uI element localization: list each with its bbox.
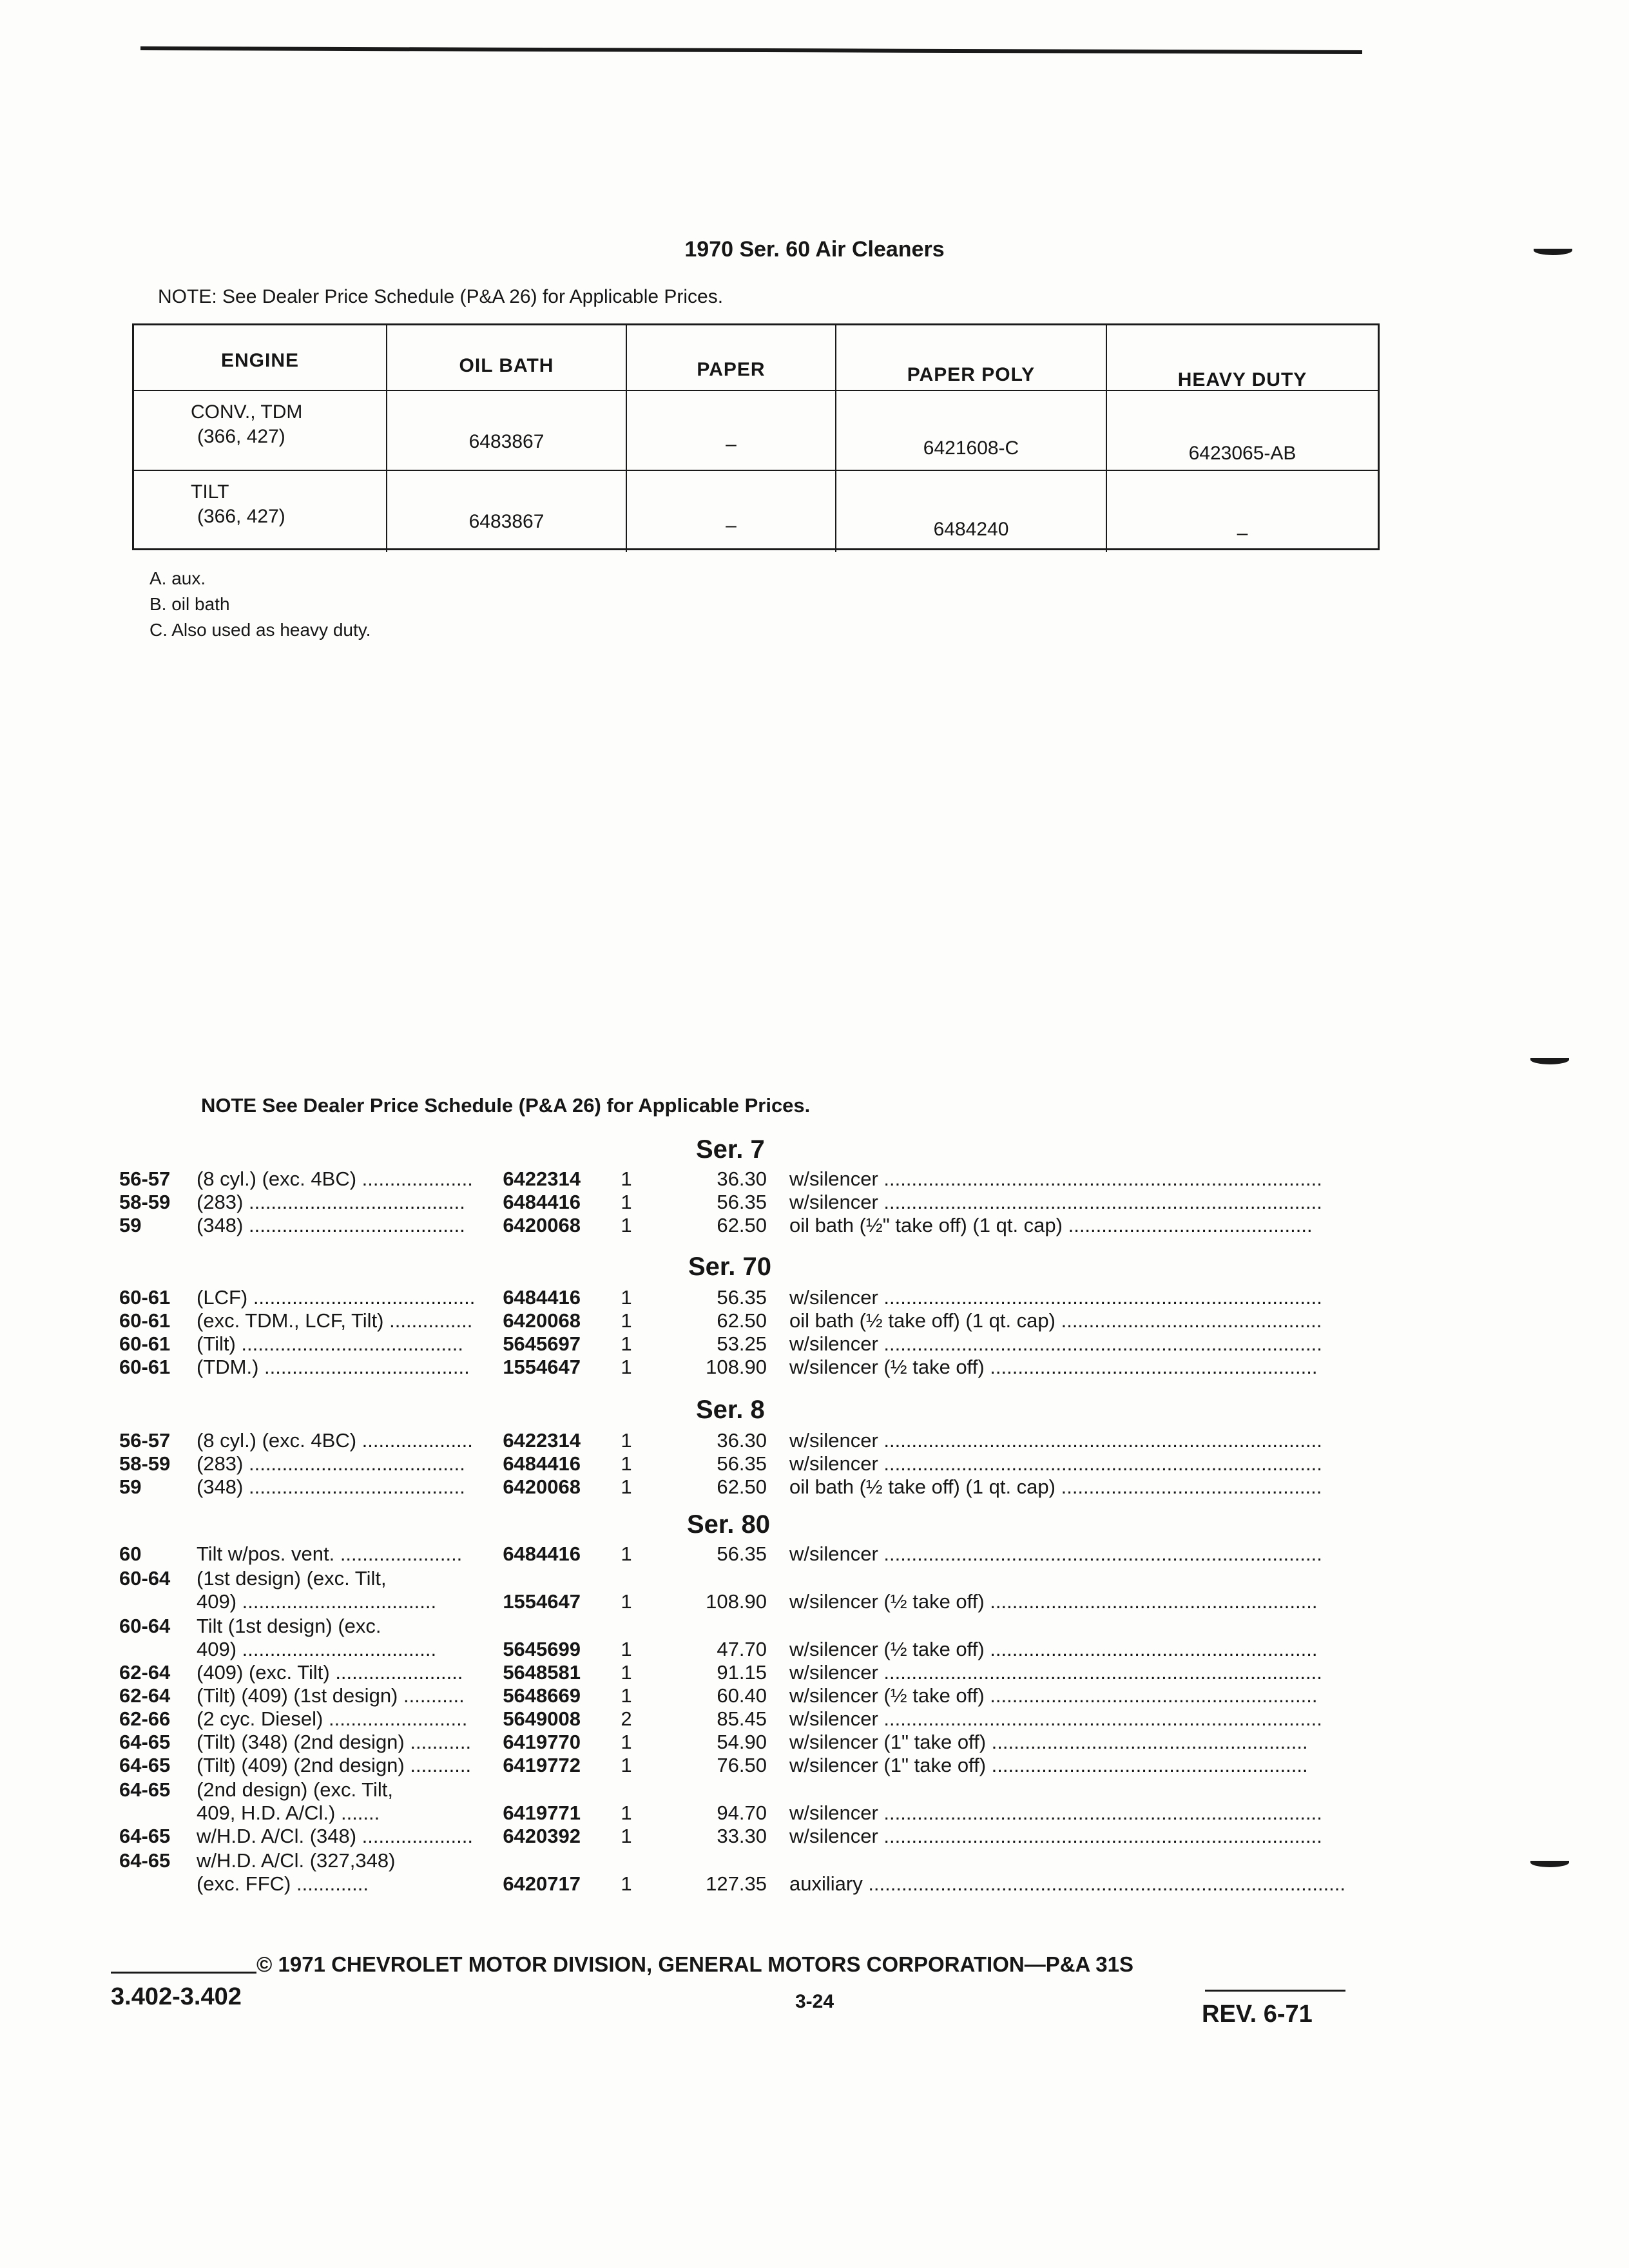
quantity: 1 <box>621 1475 632 1498</box>
quantity: 1 <box>621 1168 632 1190</box>
price: 62.50 <box>717 1309 767 1332</box>
price: 36.30 <box>717 1429 767 1452</box>
price: 36.30 <box>717 1168 767 1190</box>
table-header-row <box>134 325 1378 391</box>
remark: w/silencer (½ take off) ........................................................... <box>789 1638 1318 1660</box>
description: (Tilt) (409) (1st design) ........... <box>197 1684 465 1707</box>
year-range: 64-65 <box>119 1754 171 1776</box>
list-item-values <box>119 1638 1363 1661</box>
list-item <box>119 1684 1363 1707</box>
part-number: 6422314 <box>503 1429 581 1452</box>
part-number: 5648581 <box>503 1661 581 1684</box>
part-number: 1554647 <box>503 1590 581 1613</box>
list-item <box>119 1754 1363 1777</box>
header-cell: PAPER POLY <box>836 325 1107 390</box>
description-continued: 409, H.D. A/Cl.) ....... <box>197 1802 380 1824</box>
list-item <box>119 1356 1363 1379</box>
quantity: 1 <box>621 1872 632 1895</box>
part-number: 6420068 <box>503 1309 581 1332</box>
part-number: 6420717 <box>503 1872 581 1895</box>
list-item <box>119 1309 1363 1332</box>
list-item <box>119 1214 1363 1237</box>
year-range: 62-64 <box>119 1661 171 1684</box>
year-range: 60-64 <box>119 1567 171 1590</box>
quantity: 1 <box>621 1452 632 1475</box>
series-heading: Ser. 70 <box>688 1253 772 1281</box>
top-rule <box>140 46 1362 54</box>
table-title: 1970 Ser. 60 Air Cleaners <box>684 237 945 262</box>
price: 56.35 <box>717 1452 767 1475</box>
section-number: 3.402-3.402 <box>111 1983 242 2010</box>
engine-cell: TILT (366, 427) <box>134 471 387 552</box>
revision: REV. 6-71 <box>1202 2001 1313 2028</box>
part-number: 5645699 <box>503 1638 581 1660</box>
table-row <box>134 391 1378 471</box>
part-number: 6484416 <box>503 1452 581 1475</box>
description: (409) (exc. Tilt) ....................... <box>197 1661 463 1684</box>
price: 94.70 <box>717 1802 767 1824</box>
page-number: 3-24 <box>795 1991 834 2012</box>
price: 56.35 <box>717 1286 767 1309</box>
quantity: 1 <box>621 1214 632 1236</box>
quantity: 2 <box>621 1707 632 1730</box>
part-number: 6484416 <box>503 1542 581 1565</box>
quantity: 1 <box>621 1309 632 1332</box>
description: (Tilt) ........................................ <box>197 1332 463 1355</box>
part-number: 6420068 <box>503 1214 581 1236</box>
year-range: 60-61 <box>119 1286 171 1309</box>
remark: w/silencer ............................................................................... <box>789 1332 1322 1355</box>
footnote: B. oil bath <box>149 594 230 614</box>
heavy-duty-cell: 6423065-AB <box>1188 443 1296 464</box>
price: 54.90 <box>717 1731 767 1753</box>
part-number: 6419770 <box>503 1731 581 1753</box>
list-item <box>119 1286 1363 1309</box>
price: 76.50 <box>717 1754 767 1776</box>
year-range: 60-64 <box>119 1615 171 1637</box>
remark: w/silencer ............................................................................... <box>789 1825 1322 1847</box>
engine-cell: CONV., TDM (366, 427) <box>134 391 387 470</box>
year-range: 62-64 <box>119 1684 171 1707</box>
table-note: NOTE: See Dealer Price Schedule (P&A 26) for Applicable Prices. <box>158 286 724 307</box>
year-range: 64-65 <box>119 1825 171 1847</box>
price: 53.25 <box>717 1332 767 1355</box>
remark: w/silencer ............................................................................... <box>789 1452 1322 1475</box>
price: 62.50 <box>717 1475 767 1498</box>
description: (348) ....................................... <box>197 1214 465 1236</box>
description: w/H.D. A/Cl. (348) .................... <box>197 1825 473 1847</box>
price: 47.70 <box>717 1638 767 1660</box>
quantity: 1 <box>621 1191 632 1213</box>
quantity: 1 <box>621 1661 632 1684</box>
year-range: 64-65 <box>119 1778 171 1801</box>
footnote: A. aux. <box>149 568 206 588</box>
part-number: 5645697 <box>503 1332 581 1355</box>
list-item <box>119 1825 1363 1848</box>
header-cell: PAPER <box>627 325 836 390</box>
price: 56.35 <box>717 1191 767 1213</box>
header-cell: ENGINE <box>134 325 387 390</box>
remark: w/silencer ............................................................................... <box>789 1802 1322 1824</box>
footer-rule-left <box>111 1972 256 1974</box>
list-item-values <box>119 1872 1363 1896</box>
list-item <box>119 1332 1363 1356</box>
quantity: 1 <box>621 1429 632 1452</box>
remark: auxiliary ...................................................................................... <box>789 1872 1346 1895</box>
list-item <box>119 1429 1363 1452</box>
year-range: 58-59 <box>119 1191 171 1213</box>
description: (Tilt) (348) (2nd design) ........... <box>197 1731 472 1753</box>
price: 60.40 <box>717 1684 767 1707</box>
list-item <box>119 1168 1363 1191</box>
part-number: 5648669 <box>503 1684 581 1707</box>
price: 108.90 <box>706 1590 767 1613</box>
part-number: 6422314 <box>503 1168 581 1190</box>
list-note: NOTE See Dealer Price Schedule (P&A 26) for Applicable Prices. <box>201 1094 811 1117</box>
description: (8 cyl.) (exc. 4BC) .................... <box>197 1429 473 1452</box>
remark: w/silencer (½ take off) ........................................................... <box>789 1590 1318 1613</box>
table-footnotes <box>149 566 371 643</box>
remark: w/silencer ............................................................................... <box>789 1707 1322 1730</box>
quantity: 1 <box>621 1802 632 1824</box>
part-number: 6484416 <box>503 1191 581 1213</box>
price: 85.45 <box>717 1707 767 1730</box>
description: (2 cyc. Diesel) ......................... <box>197 1707 468 1730</box>
series-heading: Ser. 80 <box>687 1510 771 1539</box>
year-range: 58-59 <box>119 1452 171 1475</box>
list-item <box>119 1191 1363 1214</box>
series-heading: Ser. 8 <box>696 1396 765 1424</box>
year-range: 62-66 <box>119 1707 171 1730</box>
header-cell: OIL BATH <box>387 325 627 390</box>
quantity: 1 <box>621 1825 632 1847</box>
list-item <box>119 1452 1363 1475</box>
list-item-values <box>119 1590 1363 1613</box>
description: (348) ....................................... <box>197 1475 465 1498</box>
paper-poly-cell: 6484240 <box>836 471 1107 552</box>
header-cell: HEAVY DUTY <box>1177 369 1307 390</box>
description-continued: 409) ................................... <box>197 1638 437 1660</box>
remark: w/silencer (1" take off) ......................................................... <box>789 1731 1308 1753</box>
oil-bath-cell: 6483867 <box>387 391 627 470</box>
part-number: 6484416 <box>503 1286 581 1309</box>
year-range: 60-61 <box>119 1356 171 1378</box>
part-number: 5649008 <box>503 1707 581 1730</box>
footnote: C. Also used as heavy duty. <box>149 620 371 640</box>
part-number: 6420068 <box>503 1475 581 1498</box>
remark: w/silencer ............................................................................... <box>789 1168 1322 1190</box>
description: (2nd design) (exc. Tilt, <box>197 1778 393 1801</box>
remark: oil bath (½ take off) (1 qt. cap) ............................................... <box>789 1309 1322 1332</box>
year-range: 59 <box>119 1214 142 1236</box>
part-number: 6419771 <box>503 1802 581 1824</box>
year-range: 56-57 <box>119 1168 171 1190</box>
price: 33.30 <box>717 1825 767 1847</box>
quantity: 1 <box>621 1684 632 1707</box>
year-range: 60 <box>119 1542 142 1565</box>
price: 62.50 <box>717 1214 767 1236</box>
part-number: 1554647 <box>503 1356 581 1378</box>
quantity: 1 <box>621 1590 632 1613</box>
quantity: 1 <box>621 1754 632 1776</box>
list-item <box>119 1475 1363 1499</box>
copyright: © 1971 CHEVROLET MOTOR DIVISION, GENERAL MOTORS CORPORATION—P&A 31S <box>256 1952 1134 1976</box>
list-item <box>119 1661 1363 1684</box>
description: (LCF) ........................................ <box>197 1286 476 1309</box>
quantity: 1 <box>621 1638 632 1660</box>
description: Tilt (1st design) (exc. <box>197 1615 381 1637</box>
remark: w/silencer ............................................................................... <box>789 1191 1322 1213</box>
price: 108.90 <box>706 1356 767 1378</box>
remark: w/silencer (1" take off) ......................................................... <box>789 1754 1308 1776</box>
paper-poly-cell: 6421608-C <box>836 391 1107 470</box>
part-number: 6419772 <box>503 1754 581 1776</box>
year-range: 56-57 <box>119 1429 171 1452</box>
quantity: 1 <box>621 1332 632 1355</box>
remark: w/silencer ............................................................................... <box>789 1286 1322 1309</box>
description: w/H.D. A/Cl. (327,348) <box>197 1849 396 1872</box>
paper-cell: – <box>627 391 836 470</box>
remark: w/silencer (½ take off) ........................................................... <box>789 1356 1318 1378</box>
description: (Tilt) (409) (2nd design) ........... <box>197 1754 472 1776</box>
remark: oil bath (½ take off) (1 qt. cap) ............................................... <box>789 1475 1322 1498</box>
description-continued: (exc. FFC) ............. <box>197 1872 369 1895</box>
oil-bath-cell: 6483867 <box>387 471 627 552</box>
remark: w/silencer ............................................................................... <box>789 1661 1322 1684</box>
price: 127.35 <box>706 1872 767 1895</box>
paper-cell: – <box>627 471 836 552</box>
remark: oil bath (½" take off) (1 qt. cap) ............................................ <box>789 1214 1313 1236</box>
description: (exc. TDM., LCF, Tilt) ............... <box>197 1309 473 1332</box>
margin-mark <box>1530 1861 1569 1867</box>
heavy-duty-cell: – <box>1237 523 1248 544</box>
remark: w/silencer (½ take off) ........................................................... <box>789 1684 1318 1707</box>
quantity: 1 <box>621 1286 632 1309</box>
description: (1st design) (exc. Tilt, <box>197 1567 387 1590</box>
year-range: 60-61 <box>119 1332 171 1355</box>
part-number: 6420392 <box>503 1825 581 1847</box>
year-range: 64-65 <box>119 1731 171 1753</box>
year-range: 60-61 <box>119 1309 171 1332</box>
description: (8 cyl.) (exc. 4BC) .................... <box>197 1168 473 1190</box>
margin-mark <box>1530 1058 1569 1064</box>
quantity: 1 <box>621 1542 632 1565</box>
remark: w/silencer ............................................................................... <box>789 1429 1322 1452</box>
series-heading: Ser. 7 <box>696 1135 765 1164</box>
description: (TDM.) ..................................... <box>197 1356 470 1378</box>
description-continued: 409) ................................... <box>197 1590 437 1613</box>
price: 56.35 <box>717 1542 767 1565</box>
year-range: 64-65 <box>119 1849 171 1872</box>
description: (283) ....................................... <box>197 1452 465 1475</box>
description: (283) ....................................... <box>197 1191 465 1213</box>
air-cleaner-table <box>132 323 1380 550</box>
price: 91.15 <box>717 1661 767 1684</box>
year-range: 59 <box>119 1475 142 1498</box>
list-item <box>119 1707 1363 1731</box>
list-item <box>119 1542 1363 1566</box>
quantity: 1 <box>621 1731 632 1753</box>
quantity: 1 <box>621 1356 632 1378</box>
list-item-values <box>119 1802 1363 1825</box>
table-row <box>134 471 1378 552</box>
remark: w/silencer ............................................................................... <box>789 1542 1322 1565</box>
list-item <box>119 1731 1363 1754</box>
description: Tilt w/pos. vent. ...................... <box>197 1542 463 1565</box>
